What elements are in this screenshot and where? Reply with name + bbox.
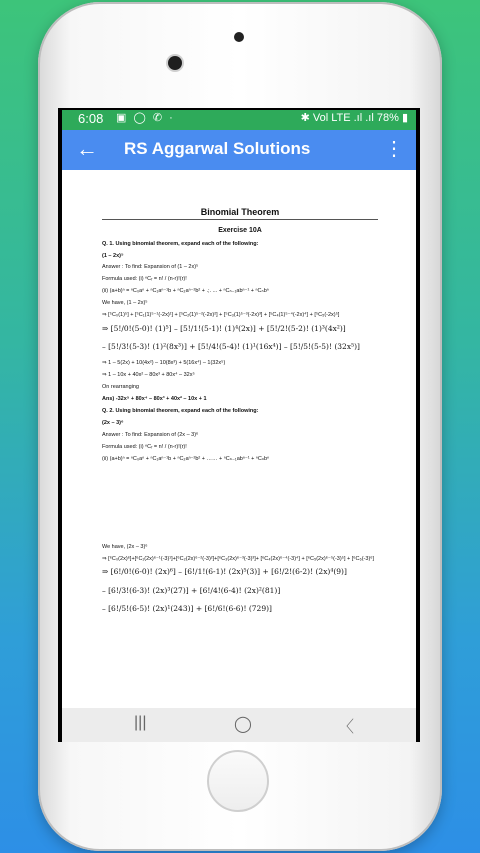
- front-camera: [168, 56, 182, 70]
- fraction-line-1: ⇒ [5!/0!(5-0)! (1)⁵] – [5!/1!(5-1)! (1)⁴(2x)] + [5!/2!(5-2)! (1)³(4x²)]: [102, 324, 346, 334]
- we-have-2: We have, (2x – 3)⁶: [102, 543, 148, 550]
- expansion-2: ⇒ [⁶C₀(2x)⁶]+[⁶C₁(2x)⁶⁻¹(-3)¹]+[⁶C₂(2x)⁶⁻²(-3)²]+[⁶C₃(2x)⁶⁻³(-3)³]+ [⁶C₄(2x)⁶⁻⁴(-3)⁴] + [⁶C₅(2x)⁶⁻⁵(-3)⁵] + [⁶C₆(-3)⁶]: [102, 555, 375, 562]
- question-1: Q. 1. Using binomial theorem, expand each of the following:: [102, 240, 259, 247]
- question-2: Q. 2. Using binomial theorem, expand each of the following:: [102, 407, 259, 414]
- battery-level: 78%: [376, 112, 399, 124]
- fraction-line-2: – [5!/3!(5-3)! (1)²(8x³)] + [5!/4!(5-4)! (1)¹(16x⁴)] – [5!/5!(5-5)! (32x⁵)]: [102, 342, 360, 352]
- more-vert-icon[interactable]: ⋮: [384, 138, 404, 160]
- answer-2-intro: Answer : To find: Expansion of (2x – 3)⁶: [102, 431, 199, 438]
- home-button[interactable]: [207, 750, 269, 812]
- question-1-expression: (1 – 2x)⁵: [102, 252, 124, 259]
- we-have-1: We have, (1 – 2x)⁵: [102, 300, 148, 307]
- document-page: [102, 206, 378, 622]
- page-title: RS Aggarwal Solutions: [124, 139, 311, 158]
- question-2-expression: (2x – 3)⁶: [102, 419, 124, 426]
- recents-icon[interactable]: |||: [134, 714, 147, 731]
- status-bar: [62, 110, 416, 130]
- step-1: ⇒ 1 – 5(2x) + 10(4x²) – 10(8x³) + 5(16x⁴) – 1(32x⁵): [102, 360, 226, 367]
- fraction-line-5: – [6!/5!(6-5)! (2x)¹(243)] + [6!/6!(6-6)! (729)]: [102, 603, 272, 613]
- fraction-line-4: – [6!/3!(6-3)! (2x)³(27)] + [6!/4!(6-4)! (2x)²(81)]: [102, 585, 281, 595]
- status-right-icons: [301, 111, 408, 124]
- answer-1-intro: Answer : To find: Expansion of (1 – 2x)⁵: [102, 264, 199, 271]
- doc-heading: Binomial Theorem: [102, 206, 378, 220]
- earpiece-speaker: [234, 32, 244, 42]
- formula-4: (ii) (a+b)ⁿ = ⁿC₀aⁿ + ⁿC₁aⁿ⁻¹b + ⁿC₂aⁿ⁻²b² + …… + ⁿCₙ₋₁abⁿ⁻¹ + ⁿCₙbⁿ: [102, 455, 270, 462]
- blank-space: [102, 468, 378, 544]
- step-2: ⇒ 1 – 10x + 40x² – 80x³ + 80x⁴ – 32x⁵: [102, 372, 195, 379]
- system-nav-bar: [62, 708, 416, 742]
- notification-icons: ▣ ◯ ✆ ·: [116, 112, 175, 124]
- arrow-back-icon[interactable]: ←: [76, 136, 98, 161]
- back-nav-icon[interactable]: 〈: [338, 719, 355, 736]
- formula-3: Formula used: (i) ⁿCᵣ = n! / (n-r)!(r)!: [102, 443, 187, 450]
- status-time: 6:08: [78, 111, 104, 126]
- rearranging-text: On rearranging: [102, 384, 139, 391]
- fraction-line-3: ⇒ [6!/0!(6-0)! (2x)⁶] – [6!/1!(6-1)! (2x)⁵(3)] + [6!/2!(6-2)! (2x)⁴(9)]: [102, 567, 347, 577]
- formula-1: Formula used: (i) ⁿCᵣ = n! / (n-r)!(r)!: [102, 276, 187, 283]
- battery-icon: ▮: [401, 112, 408, 124]
- exercise-title: Exercise 10A: [218, 227, 262, 235]
- formula-2: (ii) (a+b)ⁿ = ⁿC₀aⁿ + ⁿC₁aⁿ⁻¹b + ⁿC₂aⁿ⁻²b² + .;. ... + ⁿCₙ₋₁abⁿ⁻¹ + ⁿCₙbⁿ: [102, 288, 269, 295]
- document-viewer[interactable]: [62, 170, 416, 708]
- expansion-1: ⇒ [⁵C₀(1)⁵] + [⁵C₁(1)⁵⁻¹(-2x)¹] + [⁵C₂(1)⁵⁻²(-2x)²] + [⁵C₃(1)⁵⁻³(-2x)³] + [⁵C₄(1)⁵⁻⁴(-2x)⁴] + [⁵C₅(-2x)⁵]: [102, 312, 340, 319]
- app-bar: [62, 130, 416, 170]
- answer-1-final: Ans) -32x⁵ + 80x⁴ – 80x³ + 40x² – 10x + 1: [102, 396, 207, 403]
- home-nav-icon[interactable]: ◯: [234, 716, 252, 733]
- signal-icons: ✱ Vol LTE .ıl .ıl: [300, 112, 374, 124]
